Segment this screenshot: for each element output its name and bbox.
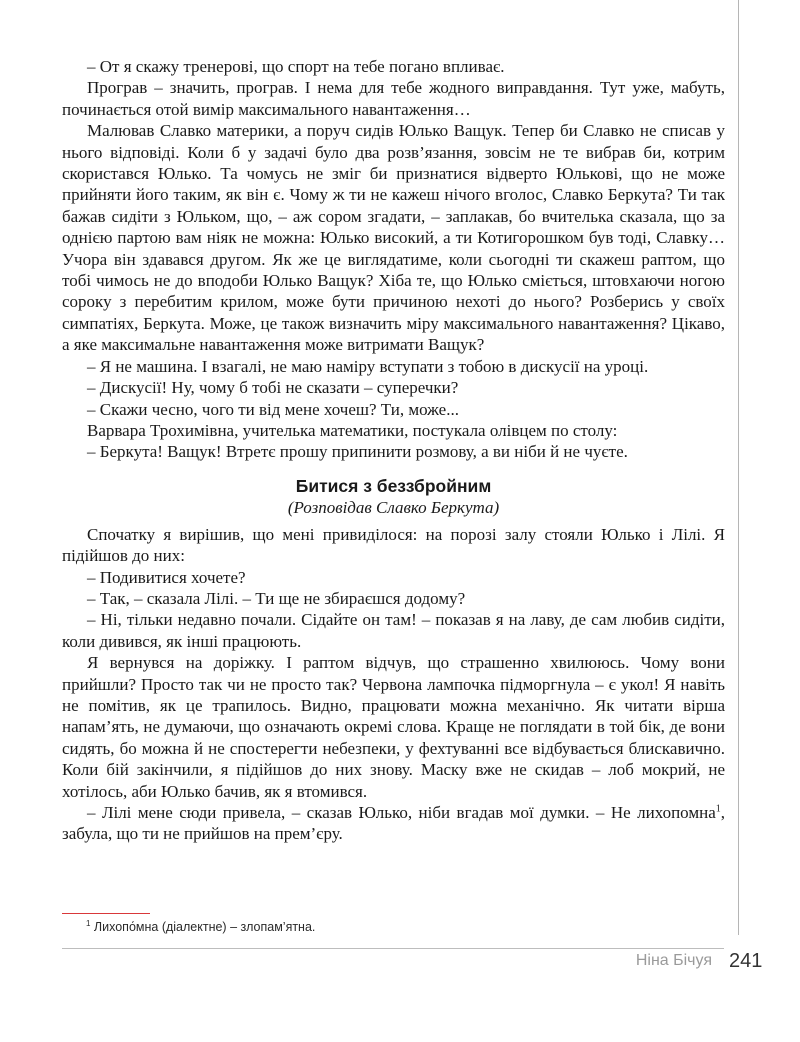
last-paragraph-start: – Лілі мене сюди привела, – сказав Юлько, ніби вгадав мої думки. – Не лихопомна: [87, 803, 716, 822]
last-paragraph: [62, 802, 725, 845]
footnote-separator: [62, 913, 150, 914]
paragraph: – Дискусії! Ну, чому б тобі не сказати – суперечки?: [87, 378, 459, 398]
footer-rule: [62, 948, 724, 949]
paragraph: Малював Славко материки, а поруч сидів Юлько Ващук. Тепер би Славко не списав у нього відповіді. Коли б у задачі було два розв’язання, зовсім не те вибрав би, котрим скористався Юлько. Та чомусь не зміг би признатися відверто Юлькові, що не може прийняти його таким, як він є. Чому ж ти не кажеш нічого вголос, Славко Беркута? Ти так бажав сидіти з Юльком, що, – аж сором згадати, – заплакав, бо вчителька сказала, що за однією партою вам ніяк не можна: Юлько високий, а ти Котигорошком був тоді, Славку… Учора він здавався другом. Як же це виглядатиме, коли сьогодні ти скажеш раптом, що тобі чимось не до вподоби Юлько Ващук? Хіба те, що Юлько сміється, штовхаючи ногою сороку з перебитим крилом, може бути причиною нехоті до нього? Розберись у своїх симпатіях, Беркута. Може, це також визначить міру максимального навантаження? Цікаво, а яке максимальне навантаження може витримати Ващук?: [62, 121, 725, 355]
footnote-text: Лихопо́мна (діалектне) – злопам’ятна.: [90, 920, 316, 934]
section-subtitle: (Розповідав Славко Беркута): [287, 497, 500, 517]
paragraph: Я вернувся на доріжку. І раптом відчув, що страшенно хвилююсь. Чому вони прийшли? Просто так чи не просто так? Червона лампочка підморгнула – є укол! Я навіть не помітив, як це трапилось. Видно, працювати можна механічно. Як читати вірша напам’ять, не думаючи, що означають окремі слова. Краще не поглядати в той бік, де вони сидять, бо можна й не спостерегти небезпеки, у фехтуванні все відбувається блискавично. Коли бій закінчили, я підійшов до них знову. Маску вже не скидав – лоб мокрий, не хотілось, аби Юлько бачив, як я втомився.: [62, 653, 725, 801]
paragraph: – От я скажу тренерові, що спорт на тебе погано впливає.: [87, 57, 505, 76]
right-margin-rule: [738, 0, 739, 935]
paragraph: – Ні, тільки недавно почали. Сідайте он там! – показав я на лаву, де сам любив сидіти, коли дивився, як інші працюють.: [62, 610, 725, 651]
footnote-mark: 1: [86, 918, 91, 928]
paragraph: – Беркута! Ващук! Втретє прошу припинити розмову, а ви ніби й не чуєте.: [87, 442, 628, 462]
paragraph: Варвара Трохимівна, учителька математики, постукала олівцем по столу:: [87, 420, 618, 440]
section-heading-group: [62, 475, 725, 518]
footnote: [86, 919, 686, 935]
footnote-reference: 1: [715, 803, 721, 815]
paragraph: – Так, – сказала Лілі. – Ти ще не збираєшся додому?: [87, 588, 466, 608]
paragraph: – Подивитися хочете?: [87, 567, 246, 587]
paragraph: Програв – значить, програв. І нема для тебе жодного виправдання. Тут уже, мабуть, починається отой вимір максимального навантаження…: [62, 78, 725, 119]
footer-author: Ніна Бічуя: [635, 952, 712, 969]
paragraph: Спочатку я вирішив, що мені привиділося: на порозі залу стояли Юлько і Лілі. Я підійшов до них:: [62, 524, 725, 566]
body-text: [62, 56, 725, 845]
page-number: 241: [729, 950, 763, 972]
paragraph: – Скажи чесно, чого ти від мене хочеш? Ти, може...: [87, 399, 459, 419]
section-title: Битися з беззбройним: [295, 475, 492, 496]
paragraph: – Я не машина. І взагалі, не маю наміру вступати з тобою в дискусії на уроці.: [87, 356, 649, 376]
last-paragraph-end: , забула, що ти не прийшов на прем’єру.: [62, 803, 725, 844]
